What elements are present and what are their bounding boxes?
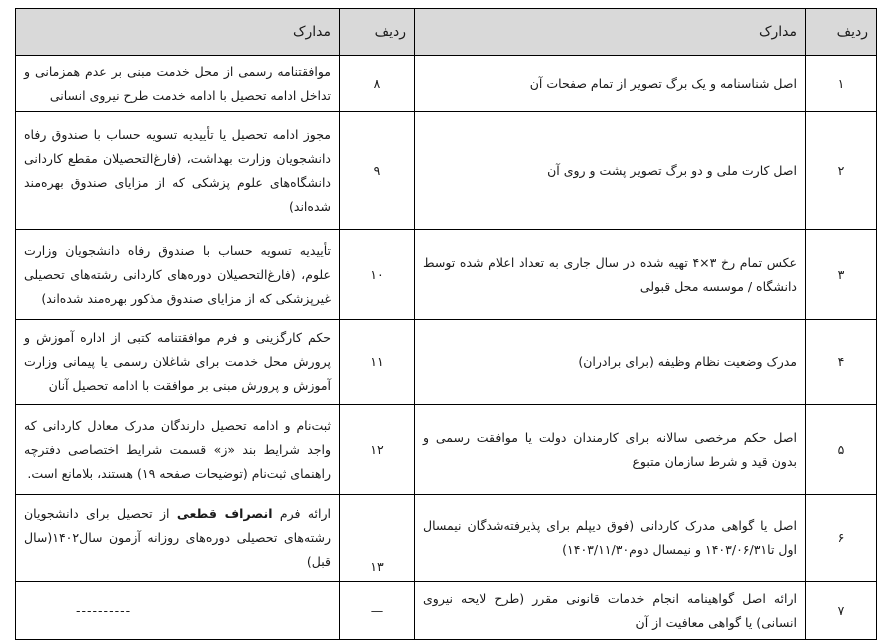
table-row: [16, 112, 877, 230]
document-cell: اصل شناسنامه و یک برگ تصویر از تمام صفحات آن: [415, 56, 806, 112]
document-cell: ارائه اصل گواهینامه انجام خدمات قانونی مقرر (طرح لایحه نیروی انسانی) یا گواهی معافیت از آن: [415, 582, 806, 640]
row-number: ۶: [806, 495, 877, 582]
header-documents-right: مدارک: [415, 9, 806, 56]
document-cell: مدرک وضعیت نظام وظیفه (برای برادران): [415, 320, 806, 405]
header-row-number-left: ردیف: [340, 9, 415, 56]
document-cell: حکم کارگزینی و فرم موافقتنامه کتبی از اداره آموزش و پرورش محل خدمت برای شاغلان رسمی یا پیمانی وزارت آموزش و پرورش مبنی بر موافقت با ادامه تحصیل آنان: [16, 320, 340, 405]
header-row-number-right: ردیف: [806, 9, 877, 56]
row-number: ۵: [806, 405, 877, 495]
document-cell: مجوز ادامه تحصیل یا تأییدیه تسویه حساب با صندوق رفاه دانشجویان وزارت بهداشت، (فارغ‌التحصیلان مقطع کاردانی دانشگاه‌های علوم پزشکی که از مزایای صندوق بهره‌مند شده‌اند): [16, 112, 340, 230]
header-documents-left: مدارک: [16, 9, 340, 56]
table-header-row: [16, 9, 877, 56]
text-bold-withdrawal: انصراف قطعی: [176, 506, 273, 521]
row-number: ۷: [806, 582, 877, 640]
row-number: ۱: [806, 56, 877, 112]
row-number: ۱۲: [340, 405, 415, 495]
row-number: ۲: [806, 112, 877, 230]
table-row: [16, 320, 877, 405]
document-cell: اصل کارت ملی و دو برگ تصویر پشت و روی آن: [415, 112, 806, 230]
table-row: [16, 230, 877, 320]
row-number: ۱۱: [340, 320, 415, 405]
table-row: [16, 56, 877, 112]
row-number: —: [340, 582, 415, 640]
text-post: از تحصیل برای دانشجویان رشته‌های تحصیلی دوره‌های روزانه آزمون سال۱۴۰۲(سال قبل): [24, 506, 331, 569]
document-cell: موافقتنامه رسمی از محل خدمت مبنی بر عدم همزمانی و تداخل ادامه تحصیل با ادامه خدمت طرح نیروی انسانی: [16, 56, 340, 112]
required-documents-table: [15, 8, 877, 640]
row-number: ۱۳: [340, 495, 415, 582]
row-number: ۹: [340, 112, 415, 230]
document-cell: عکس تمام رخ ۳×۴ تهیه شده در سال جاری به تعداد اعلام شده توسط دانشگاه / موسسه محل قبولی: [415, 230, 806, 320]
row-number: ۱۰: [340, 230, 415, 320]
empty-placeholder-cell: ----------: [16, 582, 340, 640]
document-cell: اصل یا گواهی مدرک کاردانی (فوق دیپلم برای پذیرفته‌شدگان نیمسال اول تا۱۴۰۳/۰۶/۳۱ و نیمسال دوم۱۴۰۳/۱۱/۳۰): [415, 495, 806, 582]
table-row: [16, 405, 877, 495]
table-row: [16, 495, 877, 582]
row-number: ۳: [806, 230, 877, 320]
row-number: ۴: [806, 320, 877, 405]
document-cell: تأییدیه تسویه حساب با صندوق رفاه دانشجویان وزارت علوم، (فارغ‌التحصیلان دوره‌های کاردانی رشته‌های تحصیلی غیرپزشکی که از مزایای صندوق مذکور بهره‌مند شده‌اند): [16, 230, 340, 320]
table-row: [16, 582, 877, 640]
text-pre: ارائه فرم: [272, 506, 331, 521]
document-cell: [16, 495, 340, 582]
document-cell: اصل حکم مرخصی سالانه برای کارمندان دولت یا موافقت رسمی و بدون قید و شرط سازمان متبوع: [415, 405, 806, 495]
row-number: ۸: [340, 56, 415, 112]
document-cell: ثبت‌نام و ادامه تحصیل دارندگان مدرک معادل کاردانی که واجد شرایط بند «ز» قسمت شرایط اختصاصی دفترچه راهنمای ثبت‌نام (توضیحات صفحه ۱۹) هستند، بلامانع است.: [16, 405, 340, 495]
